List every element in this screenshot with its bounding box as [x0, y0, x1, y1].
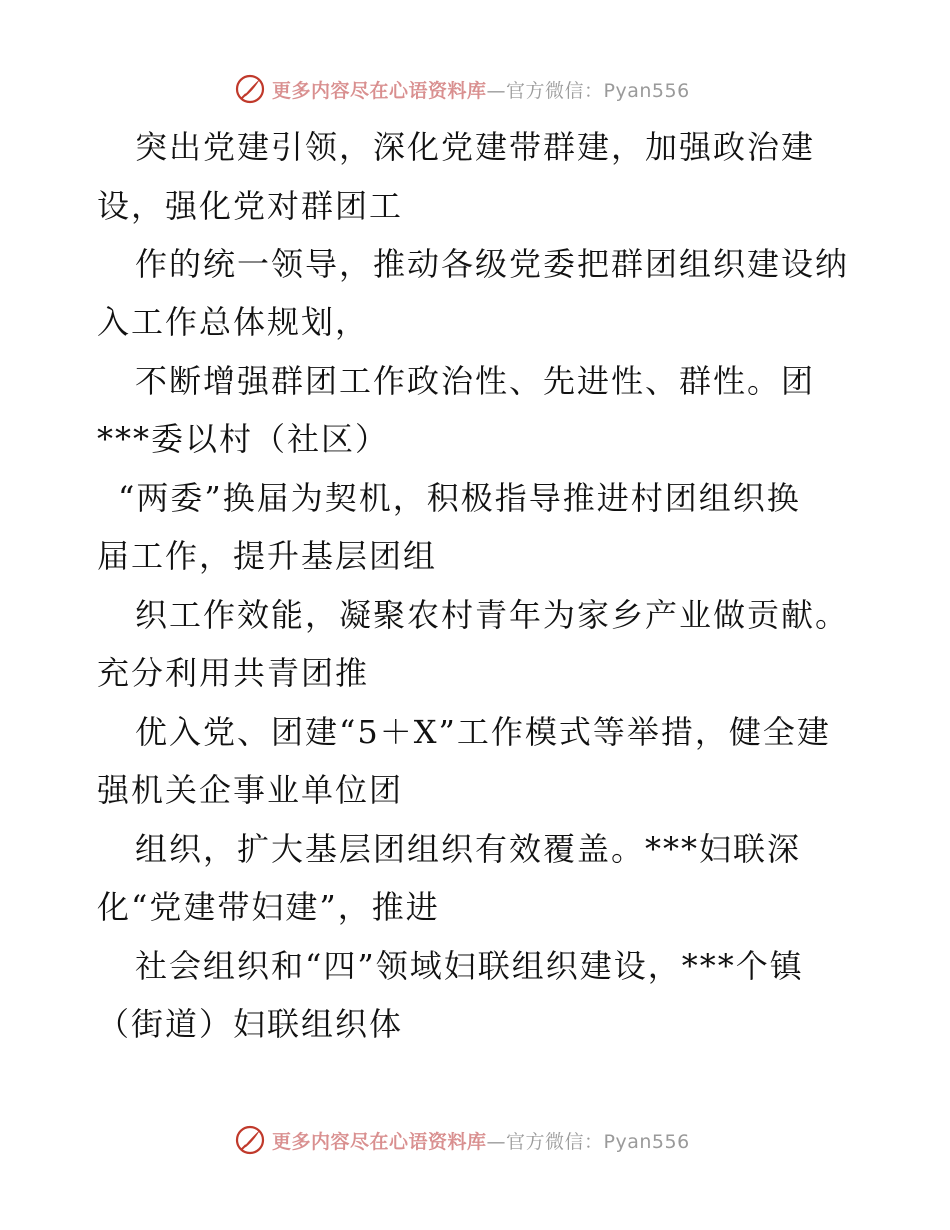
- text-line: 入工作总体规划，: [97, 303, 370, 341]
- watermark-text: [272, 76, 690, 103]
- text-line: 强机关企事业单位团: [97, 771, 404, 809]
- text-line: 社会组织和“四”领域妇联组织建设，***个镇: [135, 947, 804, 985]
- text-line: 充分利用共青团推: [97, 654, 370, 692]
- text-line: 优入党、团建“5＋X”工作模式等举措，健全建: [135, 713, 831, 751]
- watermark-brand: 更多内容尽在心语资料库: [272, 79, 487, 102]
- footer-watermark: [234, 1123, 690, 1157]
- watermark-contact: —官方微信：Pyan556: [486, 1130, 690, 1153]
- text-line: “两委”换届为契机，积极指导推进村团组织换: [118, 479, 801, 517]
- text-line: 作的统一领导，推动各级党委把群团组织建设纳: [135, 245, 850, 283]
- text-line: 化“党建带妇建”，推进: [97, 888, 440, 926]
- text-line: 突出党建引领，深化党建带群建，加强政治建: [135, 128, 816, 166]
- text-line: 届工作，提升基层团组: [97, 537, 438, 575]
- text-line: 织工作效能，凝聚农村青年为家乡产业做贡献。: [135, 596, 850, 634]
- text-line: ***委以村（社区）: [97, 420, 390, 458]
- header-watermark: [234, 72, 690, 106]
- watermark-brand: 更多内容尽在心语资料库: [272, 1130, 487, 1153]
- text-line: （街道）妇联组织体: [97, 1005, 404, 1043]
- watermark-contact: —官方微信：Pyan556: [486, 79, 690, 102]
- quill-logo-icon: [234, 73, 266, 105]
- watermark-text: [272, 1127, 690, 1154]
- text-line: 设，强化党对群团工: [97, 187, 404, 225]
- text-line: 不断增强群团工作政治性、先进性、群性。团: [135, 362, 816, 400]
- quill-logo-icon: [234, 1124, 266, 1156]
- text-line: 组织，扩大基层团组织有效覆盖。***妇联深: [135, 830, 802, 868]
